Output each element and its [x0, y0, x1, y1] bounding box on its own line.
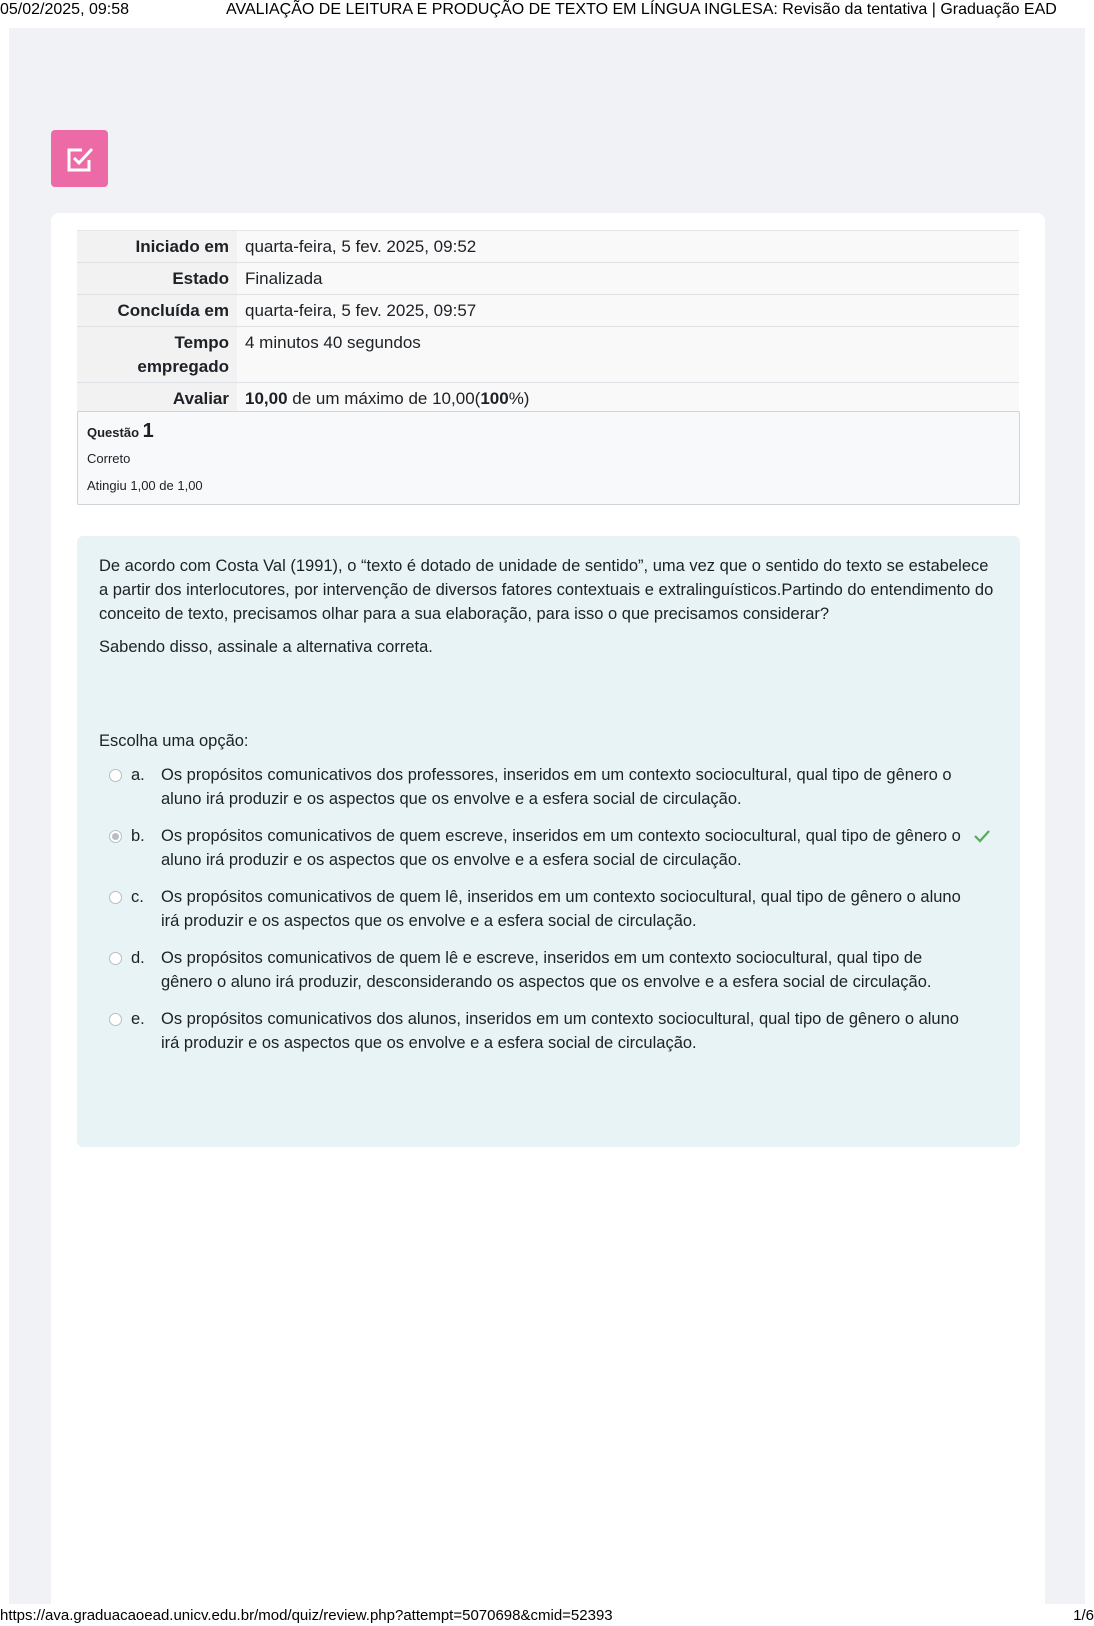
- option-letter: e.: [131, 1010, 145, 1028]
- quiz-icon: [51, 130, 108, 187]
- answer-option-e[interactable]: [99, 1007, 998, 1055]
- question-instruction: Sabendo disso, assinale a alternativa correta.: [99, 638, 433, 656]
- question-label: Questão: [87, 425, 140, 440]
- grade-end: %): [508, 389, 530, 408]
- summary-value: Finalizada: [237, 263, 1019, 295]
- summary-label: Estado: [77, 263, 237, 295]
- print-datetime: 05/02/2025, 09:58: [0, 1, 130, 18]
- summary-label: Avaliar: [77, 383, 237, 415]
- option-text: Os propósitos comunicativos dos alunos, inseridos em um contexto sociocultural, qual tipo de gênero o aluno irá produzir e os aspectos que os envolve e a esfera social de circulação.: [161, 1010, 959, 1052]
- question-text: De acordo com Costa Val (1991), o “texto é dotado de unidade de sentido”, uma vez que o sentido do texto se estabelece a partir dos interlocutores, por intervenção de diversos fatores contextuais e extralinguísticos.Partindo do entendimento do conceito de texto, precisamos olhar para a sua elaboração, para isso o que precisamos considerar?: [99, 557, 994, 623]
- summary-value: 4 minutos 40 segundos: [237, 327, 1019, 383]
- question-number: [87, 420, 1010, 443]
- correct-check-icon: [972, 826, 992, 846]
- answer-option-b[interactable]: [99, 824, 998, 872]
- question-content: [77, 536, 1020, 1147]
- summary-row-grade: [77, 383, 1019, 415]
- answer-option-d[interactable]: [99, 946, 998, 994]
- summary-row: [77, 327, 1019, 383]
- summary-label: Concluída em: [77, 295, 237, 327]
- option-letter: d.: [131, 949, 145, 967]
- summary-row: [77, 295, 1019, 327]
- question-info-box: [77, 411, 1020, 505]
- grade-score: 10,00: [245, 389, 288, 408]
- option-letter: c.: [131, 888, 144, 906]
- answer-option-a[interactable]: [99, 763, 998, 811]
- summary-row: [77, 231, 1019, 263]
- print-page-number: 1/6: [1073, 1607, 1094, 1624]
- grade-max: de um máximo de 10,00(: [287, 389, 481, 408]
- answer-option-c[interactable]: [99, 885, 998, 933]
- radio-button[interactable]: [109, 952, 122, 965]
- option-text: Os propósitos comunicativos de quem lê, inseridos em um contexto sociocultural, qual tipo de gênero o aluno irá produzir e os aspectos que os envolve e a esfera social de circulação.: [161, 888, 961, 930]
- print-header: [0, 0, 1094, 22]
- option-letter: a.: [131, 766, 145, 784]
- question-number-value: 1: [142, 420, 154, 442]
- option-letter: b.: [131, 827, 145, 845]
- print-footer: [0, 1606, 1094, 1626]
- option-text: Os propósitos comunicativos de quem escreve, inseridos em um contexto sociocultural, qual tipo de gênero o aluno irá produzir e os aspectos que os envolve e a esfera social de circulação.: [161, 827, 961, 869]
- question-state: Correto: [87, 451, 131, 466]
- summary-value: quarta-feira, 5 fev. 2025, 09:57: [237, 295, 1019, 327]
- summary-label: Iniciado em: [77, 231, 237, 263]
- summary-row: [77, 263, 1019, 295]
- summary-label: Tempo empregado: [77, 327, 237, 383]
- radio-button[interactable]: [109, 769, 122, 782]
- answer-prompt: Escolha uma opção:: [99, 732, 249, 750]
- grade-percent: 100: [480, 389, 509, 408]
- radio-button[interactable]: [109, 1013, 122, 1026]
- option-text: Os propósitos comunicativos de quem lê e escreve, inseridos em um contexto sociocultural, qual tipo de gênero o aluno irá produzir, desconsiderando os aspectos que os envolve e a esfera social de circulação.: [161, 949, 932, 991]
- attempt-summary-table: [77, 230, 1019, 414]
- summary-value: quarta-feira, 5 fev. 2025, 09:52: [237, 231, 1019, 263]
- answer-options: [99, 763, 998, 1055]
- checkbox-edit-icon: [62, 141, 98, 177]
- summary-grade-value: [237, 383, 1019, 415]
- radio-button[interactable]: [109, 891, 122, 904]
- question-mark: Atingiu 1,00 de 1,00: [87, 478, 203, 493]
- print-page-title: AVALIAÇÃO DE LEITURA E PRODUÇÃO DE TEXTO EM LÍNGUA INGLESA: Revisão da tentativa | Graduação EAD: [226, 1, 1057, 18]
- print-url: https://ava.graduacaoead.unicv.edu.br/mod/quiz/review.php?attempt=5070698&cmid=52393: [0, 1607, 613, 1624]
- radio-button-selected[interactable]: [109, 830, 122, 843]
- option-text: Os propósitos comunicativos dos professores, inseridos em um contexto sociocultural, qual tipo de gênero o aluno irá produzir e os aspectos que os envolve e a esfera social de circulação.: [161, 766, 952, 808]
